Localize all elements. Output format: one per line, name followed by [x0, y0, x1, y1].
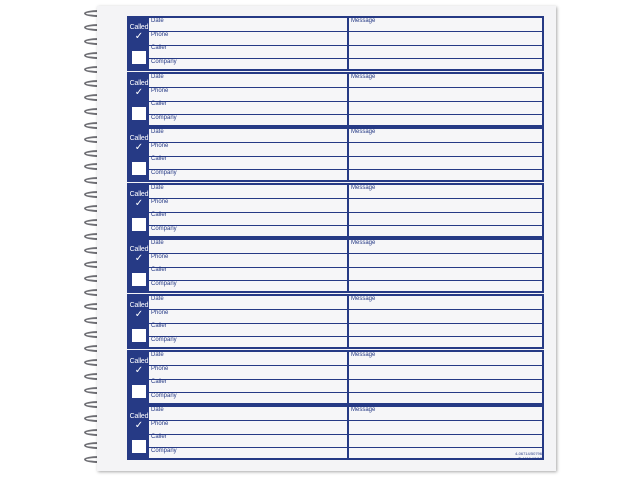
caller-label: Caller: [151, 212, 167, 218]
check-icon: ✓: [134, 420, 144, 431]
date-label: Date: [151, 129, 164, 135]
message-line: [349, 129, 542, 143]
date-field[interactable]: [149, 185, 347, 199]
called-checkbox[interactable]: [132, 273, 146, 286]
check-icon: ✓: [134, 309, 144, 320]
message-line: [349, 185, 542, 199]
check-icon: ✓: [134, 253, 144, 264]
message-line: [349, 281, 542, 294]
called-label: Called: [129, 24, 149, 31]
message-field[interactable]: [349, 240, 542, 291]
called-label: Called: [129, 358, 149, 365]
called-tab: [129, 185, 149, 236]
caller-field[interactable]: [149, 379, 347, 393]
phone-label: Phone: [151, 142, 169, 149]
message-label: Message: [351, 129, 376, 135]
message-line: [349, 240, 542, 254]
caller-field[interactable]: [149, 101, 347, 115]
called-checkbox[interactable]: [132, 329, 146, 342]
message-entry: [127, 405, 544, 460]
company-label: Company: [151, 169, 177, 176]
message-line: [349, 115, 542, 128]
message-entry: [127, 72, 544, 127]
caller-field[interactable]: [149, 323, 347, 337]
company-label: Company: [151, 447, 177, 454]
message-line: [349, 379, 542, 393]
check-icon: ✓: [134, 198, 144, 209]
phone-field[interactable]: [149, 366, 347, 380]
phone-label: Phone: [151, 309, 169, 316]
contact-fields: [149, 407, 349, 458]
caller-label: Caller: [151, 267, 167, 273]
check-icon: ✓: [134, 365, 144, 376]
message-label: Message: [351, 185, 376, 191]
check-icon: ✓: [134, 142, 144, 153]
phone-field[interactable]: [149, 143, 347, 157]
called-checkbox[interactable]: [132, 385, 146, 398]
contact-fields: [149, 296, 349, 347]
contact-fields: [149, 74, 349, 125]
message-label: Message: [351, 296, 376, 302]
message-line: [349, 226, 542, 239]
message-field[interactable]: [349, 352, 542, 403]
called-checkbox[interactable]: [132, 218, 146, 231]
caller-field[interactable]: [149, 156, 347, 170]
called-label: Called: [129, 302, 149, 309]
check-icon: ✓: [134, 87, 144, 98]
company-label: Company: [151, 225, 177, 232]
date-field[interactable]: [149, 352, 347, 366]
message-line: [349, 421, 542, 435]
message-field[interactable]: [349, 185, 542, 236]
date-label: Date: [151, 18, 164, 24]
message-line: [349, 393, 542, 406]
message-label: Message: [351, 74, 376, 80]
message-line: [349, 352, 542, 366]
company-label: Company: [151, 336, 177, 343]
message-label: Message: [351, 352, 376, 358]
caller-label: Caller: [151, 45, 167, 51]
message-line: [349, 88, 542, 102]
caller-label: Caller: [151, 156, 167, 162]
message-entry: [127, 183, 544, 238]
called-label: Called: [129, 191, 149, 198]
date-label: Date: [151, 296, 164, 302]
called-label: Called: [129, 413, 149, 420]
message-line: [349, 170, 542, 183]
message-entry: [127, 350, 544, 405]
phone-label: Phone: [151, 365, 169, 372]
message-line: [349, 310, 542, 324]
called-tab: [129, 407, 149, 458]
message-field[interactable]: [349, 129, 542, 180]
message-line: [349, 156, 542, 170]
message-line: [349, 267, 542, 281]
product-code-line2: T-4416 12/12: [518, 456, 542, 461]
called-tab: [129, 18, 149, 69]
contact-fields: [149, 129, 349, 180]
message-field[interactable]: [349, 296, 542, 347]
phone-field[interactable]: [149, 199, 347, 213]
company-label: Company: [151, 114, 177, 121]
message-entry: [127, 294, 544, 349]
company-field[interactable]: [149, 448, 347, 461]
message-line: [349, 407, 542, 421]
message-line: [349, 74, 542, 88]
company-label: Company: [151, 392, 177, 399]
message-line: [349, 143, 542, 157]
phone-label: Phone: [151, 31, 169, 38]
product-code-line1: 4-06714/50796: [515, 451, 542, 456]
message-entry: [127, 16, 544, 71]
caller-field[interactable]: [149, 267, 347, 281]
called-label: Called: [129, 135, 149, 142]
phone-field[interactable]: [149, 421, 347, 435]
message-label: Message: [351, 240, 376, 246]
message-field[interactable]: [349, 74, 542, 125]
message-label: Message: [351, 407, 376, 413]
message-line: [349, 212, 542, 226]
company-field[interactable]: [149, 393, 347, 406]
message-line: [349, 59, 542, 72]
message-line: [349, 199, 542, 213]
called-label: Called: [129, 80, 149, 87]
message-line: [349, 32, 542, 46]
date-label: Date: [151, 352, 164, 358]
date-field[interactable]: [149, 240, 347, 254]
phone-label: Phone: [151, 198, 169, 205]
phone-field[interactable]: [149, 254, 347, 268]
company-field[interactable]: [149, 170, 347, 183]
caller-field[interactable]: [149, 45, 347, 59]
message-entry: [127, 127, 544, 182]
message-line: [349, 101, 542, 115]
caller-label: Caller: [151, 379, 167, 385]
message-label: Message: [351, 18, 376, 24]
phone-field[interactable]: [149, 32, 347, 46]
date-label: Date: [151, 74, 164, 80]
caller-field[interactable]: [149, 212, 347, 226]
message-line: [349, 296, 542, 310]
date-label: Date: [151, 407, 164, 413]
date-field[interactable]: [149, 129, 347, 143]
company-field[interactable]: [149, 281, 347, 294]
called-checkbox[interactable]: [132, 107, 146, 120]
date-label: Date: [151, 240, 164, 246]
message-line: [349, 366, 542, 380]
phone-label: Phone: [151, 253, 169, 260]
company-label: Company: [151, 280, 177, 287]
called-tab: [129, 296, 149, 347]
message-line: [349, 323, 542, 337]
date-field[interactable]: [149, 18, 347, 32]
phone-field[interactable]: [149, 310, 347, 324]
company-field[interactable]: [149, 337, 347, 350]
message-line: [349, 337, 542, 350]
contact-fields: [149, 185, 349, 236]
message-line: [349, 434, 542, 448]
caller-label: Caller: [151, 434, 167, 440]
called-tab: [129, 74, 149, 125]
caller-label: Caller: [151, 323, 167, 329]
date-field[interactable]: [149, 407, 347, 421]
date-label: Date: [151, 185, 164, 191]
message-line: [349, 254, 542, 268]
contact-fields: [149, 18, 349, 69]
product-code: [486, 451, 542, 461]
phone-field[interactable]: [149, 88, 347, 102]
called-checkbox[interactable]: [132, 51, 146, 64]
phone-label: Phone: [151, 420, 169, 427]
company-field[interactable]: [149, 59, 347, 72]
company-label: Company: [151, 58, 177, 65]
message-line: [349, 45, 542, 59]
phone-label: Phone: [151, 87, 169, 94]
company-field[interactable]: [149, 226, 347, 239]
message-entry: [127, 238, 544, 293]
called-label: Called: [129, 246, 149, 253]
called-checkbox[interactable]: [132, 440, 146, 453]
date-field[interactable]: [149, 74, 347, 88]
message-field[interactable]: [349, 18, 542, 69]
called-tab: [129, 352, 149, 403]
called-checkbox[interactable]: [132, 162, 146, 175]
caller-field[interactable]: [149, 434, 347, 448]
called-tab: [129, 240, 149, 291]
contact-fields: [149, 352, 349, 403]
contact-fields: [149, 240, 349, 291]
company-field[interactable]: [149, 115, 347, 128]
date-field[interactable]: [149, 296, 347, 310]
caller-label: Caller: [151, 101, 167, 107]
check-icon: ✓: [134, 31, 144, 42]
called-tab: [129, 129, 149, 180]
message-line: [349, 18, 542, 32]
